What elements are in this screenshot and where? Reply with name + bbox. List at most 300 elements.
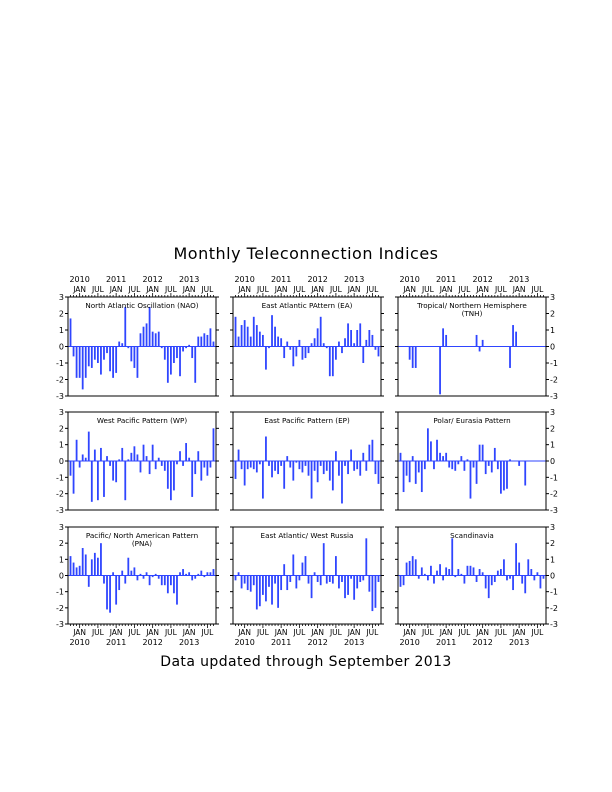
bar: [121, 448, 123, 461]
bar: [265, 347, 267, 370]
month-label: JUL: [494, 628, 507, 637]
bar: [200, 571, 202, 576]
bar: [247, 327, 249, 347]
panel-title-line2: (PNA): [131, 539, 153, 548]
y-tick-label: -2: [550, 603, 558, 613]
y-tick-label: -1: [550, 587, 558, 597]
month-label: JUL: [531, 285, 544, 294]
bar: [308, 576, 310, 584]
month-label: JAN: [403, 285, 417, 294]
bar: [167, 347, 169, 383]
year-label: 2013: [343, 275, 365, 284]
bar: [134, 446, 136, 461]
year-label: 2013: [508, 275, 530, 284]
bar: [442, 456, 444, 461]
bar: [164, 576, 166, 586]
year-label: 2013: [343, 638, 365, 647]
panel-title: Scandinavia: [450, 531, 494, 540]
bar: [362, 347, 364, 364]
bar: [179, 347, 181, 377]
bar: [280, 461, 282, 466]
bar: [76, 567, 78, 575]
bar: [335, 347, 337, 360]
bar: [424, 461, 426, 469]
bar: [256, 576, 258, 610]
bar: [250, 461, 252, 468]
bar: [308, 461, 310, 476]
year-label: 2011: [270, 275, 292, 284]
panel-7: [56, 523, 219, 647]
bar: [442, 576, 444, 581]
bar: [271, 576, 273, 605]
bar: [213, 342, 215, 347]
panel-title: East Atlantic/ West Russia: [260, 531, 354, 540]
bar: [140, 461, 142, 472]
bar: [338, 342, 340, 347]
bar: [170, 576, 172, 586]
bar: [326, 461, 328, 471]
bar: [213, 569, 215, 575]
bar: [167, 576, 169, 594]
month-label: JAN: [347, 285, 361, 294]
bar: [412, 556, 414, 575]
bar: [436, 571, 438, 576]
bar: [372, 440, 374, 461]
bar: [479, 445, 481, 461]
bar: [482, 340, 484, 347]
bar: [347, 461, 349, 474]
month-label: JUL: [329, 628, 342, 637]
bar: [200, 461, 202, 481]
bar: [241, 576, 243, 589]
y-tick-label: -1: [550, 473, 558, 483]
bar: [400, 453, 402, 461]
y-tick-label: 1: [58, 555, 64, 565]
bar: [311, 461, 313, 499]
year-label: 2010: [69, 275, 90, 284]
bar: [406, 461, 408, 476]
bar: [418, 461, 420, 472]
panel-4: [56, 408, 219, 515]
y-tick-label: -2: [56, 603, 64, 613]
bar: [332, 347, 334, 377]
year-label: 2011: [105, 638, 127, 647]
bar: [375, 461, 377, 474]
year-label: 2010: [234, 275, 255, 284]
month-label: JUL: [494, 285, 507, 294]
bar: [320, 317, 322, 347]
panel-title: Tropical/ Northern Hemisphere: [417, 301, 527, 310]
y-tick-label: 2: [550, 309, 556, 319]
bar: [353, 461, 355, 471]
year-label: 2012: [307, 638, 328, 647]
bar: [155, 333, 157, 346]
bar: [335, 451, 337, 461]
bar: [317, 461, 319, 482]
bar: [262, 335, 264, 347]
bar: [173, 461, 175, 490]
bar: [94, 347, 96, 360]
bar: [292, 461, 294, 481]
bar: [182, 569, 184, 575]
bar: [124, 307, 126, 347]
bar: [378, 347, 380, 357]
bar: [500, 461, 502, 494]
bar: [533, 576, 535, 581]
bar: [143, 327, 145, 347]
bar: [448, 461, 450, 468]
bar: [91, 347, 93, 368]
panel-title: Pacific/ North American Pattern: [85, 531, 199, 540]
bar: [170, 461, 172, 500]
bar: [97, 461, 99, 500]
month-label: JAN: [311, 285, 325, 294]
y-tick-label: -1: [56, 473, 64, 483]
bar: [79, 566, 81, 576]
bar: [350, 330, 352, 347]
bar: [292, 347, 294, 367]
bar: [241, 325, 243, 346]
bar: [73, 563, 75, 576]
month-label: JAN: [146, 628, 160, 637]
month-label: JAN: [512, 285, 526, 294]
bar: [210, 328, 212, 346]
y-tick-label: 1: [58, 326, 64, 335]
bar: [85, 347, 87, 378]
bar: [124, 576, 126, 584]
month-label: JUL: [91, 285, 104, 294]
bar: [433, 576, 435, 584]
bar: [518, 461, 520, 466]
year-label: 2013: [508, 638, 530, 647]
month-label: JAN: [476, 285, 490, 294]
bar: [103, 576, 105, 584]
y-tick-label: 3: [58, 408, 64, 417]
bar: [467, 566, 469, 576]
month-label: JUL: [201, 628, 214, 637]
bar: [497, 461, 499, 469]
bar: [73, 461, 75, 494]
bar: [85, 554, 87, 575]
y-tick-label: 0: [550, 457, 556, 466]
month-label: JUL: [293, 628, 306, 637]
bar: [323, 461, 325, 474]
bar: [106, 347, 108, 354]
bar: [277, 576, 279, 608]
bar: [356, 576, 358, 589]
panel-title: West Pacific Pattern (WP): [96, 416, 188, 425]
bar: [97, 558, 99, 576]
month-label: JAN: [146, 285, 160, 294]
y-tick-label: -3: [56, 506, 64, 515]
bar: [280, 338, 282, 346]
bar: [299, 461, 301, 469]
bar: [130, 571, 132, 576]
bar: [326, 576, 328, 584]
bar: [283, 564, 285, 575]
month-label: JUL: [366, 628, 379, 637]
bar: [200, 337, 202, 347]
bar: [238, 337, 240, 347]
bar: [79, 461, 81, 468]
bar: [368, 330, 370, 347]
bar: [70, 461, 72, 476]
bar: [173, 347, 175, 364]
y-tick-label: 0: [550, 571, 556, 581]
bar: [464, 576, 466, 584]
bar: [274, 576, 276, 584]
bar: [445, 567, 447, 575]
bar: [109, 461, 111, 466]
bar: [115, 461, 117, 482]
bar: [341, 347, 343, 354]
bar: [427, 428, 429, 461]
bar: [476, 576, 478, 582]
year-label: 2010: [234, 638, 255, 647]
bar: [317, 576, 319, 582]
bar: [540, 576, 542, 589]
bar: [271, 461, 273, 477]
year-label: 2012: [472, 275, 493, 284]
bar: [137, 576, 139, 581]
bar: [146, 456, 148, 461]
bar: [82, 454, 84, 461]
y-tick-label: -2: [550, 375, 558, 385]
bar: [332, 461, 334, 490]
bar: [149, 307, 151, 347]
y-tick-label: 1: [550, 440, 556, 450]
bar: [109, 576, 111, 613]
bar: [268, 461, 270, 466]
panel-title: Polar/ Eurasia Pattern: [433, 416, 511, 425]
month-label: JAN: [274, 285, 288, 294]
bar: [143, 445, 145, 461]
bar: [338, 461, 340, 476]
month-label: JUL: [329, 285, 342, 294]
bar: [494, 576, 496, 582]
bar: [433, 461, 435, 469]
bar: [70, 556, 72, 575]
bar: [320, 461, 322, 466]
bar: [88, 432, 90, 461]
bar: [295, 576, 297, 589]
bar: [356, 461, 358, 469]
bar: [88, 347, 90, 367]
month-label: JAN: [238, 285, 252, 294]
bar: [158, 332, 160, 347]
bar: [527, 559, 529, 575]
month-label: JUL: [91, 628, 104, 637]
panel-8: [230, 527, 384, 647]
bar: [308, 347, 310, 354]
bar: [362, 576, 364, 581]
bar: [372, 576, 374, 612]
panel-2: [230, 275, 384, 396]
year-label: 2010: [399, 638, 420, 647]
bar: [338, 576, 340, 589]
bar: [305, 461, 307, 466]
bar: [115, 576, 117, 605]
bar: [403, 461, 405, 492]
year-label: 2013: [178, 275, 200, 284]
bar: [112, 347, 114, 378]
bar: [470, 566, 472, 576]
bar: [350, 450, 352, 461]
bar: [409, 461, 411, 482]
bar: [500, 569, 502, 575]
bar: [259, 332, 261, 347]
year-label: 2012: [307, 275, 328, 284]
bar: [488, 461, 490, 466]
month-label: JAN: [73, 628, 87, 637]
bar: [79, 347, 81, 378]
bar: [473, 461, 475, 468]
bar: [368, 445, 370, 461]
bar: [454, 461, 456, 471]
bar: [197, 337, 199, 347]
bar: [259, 576, 261, 607]
y-tick-label: -3: [550, 392, 558, 401]
bar: [503, 559, 505, 575]
bar: [362, 453, 364, 461]
month-label: JUL: [128, 285, 141, 294]
y-tick-label: 2: [58, 539, 64, 549]
bar: [121, 571, 123, 576]
bar: [253, 576, 255, 586]
month-label: JUL: [164, 285, 177, 294]
bar: [194, 461, 196, 474]
bar: [311, 576, 313, 599]
bar: [253, 461, 255, 469]
bar: [70, 318, 72, 346]
bar: [82, 347, 84, 390]
bar: [353, 576, 355, 600]
bar: [149, 576, 151, 586]
bar: [91, 559, 93, 575]
y-tick-label: 3: [58, 293, 64, 302]
bar: [235, 461, 237, 479]
year-label: 2010: [69, 638, 90, 647]
bar: [295, 347, 297, 357]
bar: [262, 461, 264, 499]
bar: [341, 461, 343, 503]
bar: [421, 567, 423, 575]
y-tick-label: 1: [58, 440, 64, 450]
y-tick-label: 2: [550, 539, 556, 549]
year-label: 2012: [472, 638, 493, 647]
bar: [359, 576, 361, 582]
month-label: JUL: [421, 285, 434, 294]
y-tick-label: 0: [58, 457, 64, 466]
bar: [164, 461, 166, 471]
bar: [506, 576, 508, 581]
y-tick-label: 2: [58, 424, 64, 434]
bar: [448, 569, 450, 575]
bar: [176, 576, 178, 605]
bar: [302, 563, 304, 576]
bar: [115, 347, 117, 373]
month-label: JUL: [201, 285, 214, 294]
month-label: JUL: [421, 628, 434, 637]
bar: [247, 461, 249, 469]
bar: [415, 559, 417, 575]
bar: [344, 576, 346, 599]
bar: [94, 553, 96, 576]
bar: [280, 576, 282, 591]
bar: [271, 315, 273, 346]
bar: [173, 576, 175, 594]
year-label: 2011: [435, 275, 457, 284]
y-tick-label: -2: [550, 489, 558, 499]
bar: [286, 342, 288, 347]
bar: [292, 554, 294, 575]
bar: [256, 325, 258, 346]
bar: [439, 564, 441, 575]
bar: [76, 440, 78, 461]
bar: [299, 340, 301, 347]
bar: [436, 440, 438, 461]
y-tick-label: -3: [56, 392, 64, 401]
bar: [494, 448, 496, 461]
bar: [368, 576, 370, 592]
bar: [415, 347, 417, 368]
bar: [244, 320, 246, 346]
bar: [277, 461, 279, 474]
y-tick-label: -1: [550, 359, 558, 368]
bar: [344, 461, 346, 466]
bar: [439, 347, 441, 395]
panel-title: East Atlantic PAttern (EA): [261, 301, 353, 310]
bar: [445, 335, 447, 347]
bar: [479, 569, 481, 575]
bar: [378, 576, 380, 582]
y-tick-label: 0: [58, 571, 64, 581]
bar: [103, 461, 105, 497]
panel-9: [395, 523, 558, 647]
bar: [415, 461, 417, 484]
bar: [359, 323, 361, 346]
bar: [515, 543, 517, 575]
month-label: JAN: [347, 628, 361, 637]
month-label: JAN: [182, 628, 196, 637]
bar: [314, 338, 316, 346]
bar: [277, 337, 279, 347]
bar: [378, 461, 380, 484]
y-tick-label: -1: [56, 359, 64, 368]
month-label: JAN: [109, 628, 123, 637]
month-label: JUL: [128, 628, 141, 637]
bar: [118, 576, 120, 591]
bar: [185, 443, 187, 461]
bar: [335, 556, 337, 575]
bar: [176, 347, 178, 359]
bar: [203, 333, 205, 346]
bar: [302, 461, 304, 472]
bar: [518, 563, 520, 576]
bar: [283, 461, 285, 489]
bar: [265, 576, 267, 602]
bar: [100, 347, 102, 375]
bar: [106, 456, 108, 461]
panel-1: [56, 275, 219, 401]
bar: [124, 461, 126, 500]
bar: [76, 347, 78, 378]
bar: [439, 453, 441, 461]
bar: [268, 576, 270, 587]
bar: [485, 461, 487, 474]
bar: [250, 576, 252, 592]
bar: [323, 543, 325, 575]
